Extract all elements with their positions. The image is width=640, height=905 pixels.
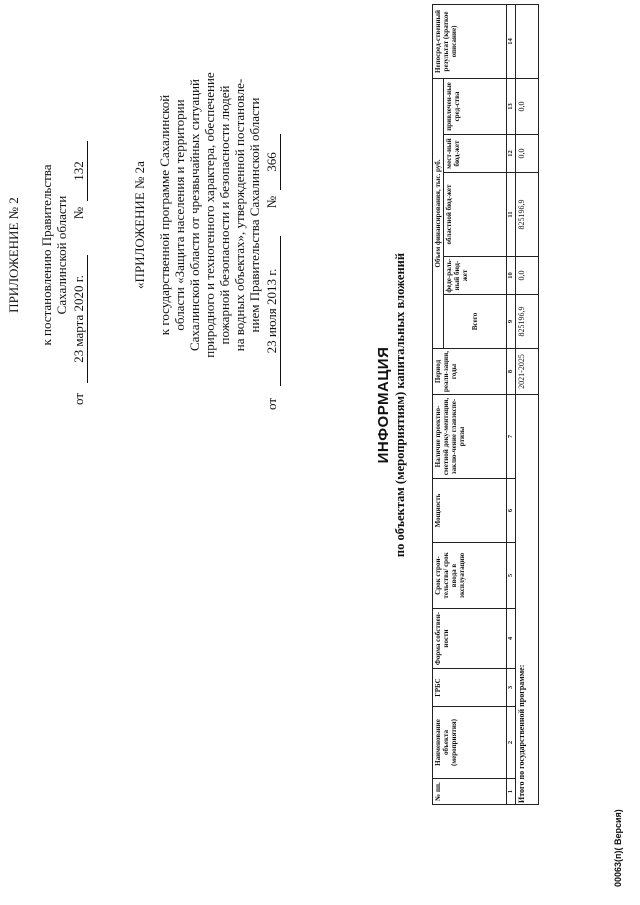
appendix-1-number: 132 (71, 141, 88, 201)
header-regional: областной бюд-жет (444, 173, 507, 257)
appendix-1-date: 23 марта 2020 г. (71, 255, 88, 383)
number-label: № (264, 195, 279, 209)
document-footer-code: 00063(п)( Версия) (613, 809, 623, 887)
appendix-1-line: к постановлению Правительства (39, 164, 54, 346)
appendix-2-number: 366 (264, 134, 281, 190)
appendix-1-block (6, 105, 87, 405)
column-number: 2 (507, 707, 516, 779)
appendix-2-block (132, 20, 280, 410)
appendix-2-line: нием Правительства Сахалинской области (247, 97, 262, 333)
total-row-local: 0,0 (516, 135, 539, 173)
total-row-extra: 0,0 (516, 78, 539, 134)
column-number: 7 (507, 395, 516, 479)
column-number: 1 (507, 779, 516, 805)
column-number: 12 (507, 135, 516, 173)
header-extra: привлечен-ные сред-ства (444, 78, 507, 134)
header-ownership: Форма собствен-ности (433, 609, 507, 669)
total-row-total: 825196,9 (516, 295, 539, 349)
column-number: 9 (507, 295, 516, 349)
header-federal: феде-раль-ный бюд-жет (444, 257, 507, 295)
table-header-row (433, 4, 444, 804)
capital-investment-table (432, 4, 539, 805)
total-row-result (516, 4, 539, 78)
column-number: 5 (507, 543, 516, 609)
number-label: № (71, 206, 86, 220)
column-number: 11 (507, 173, 516, 257)
document-title: ИНФОРМАЦИЯ (375, 346, 392, 464)
header-funding: Объем финансирования, тыс. руб. (433, 78, 444, 348)
appendix-2-date: 23 июля 2013 г. (264, 236, 281, 386)
table-row (516, 4, 539, 804)
appendix-2-line: к государственной программе Сахалинской (157, 94, 172, 336)
total-row-label: Итого по государственной программе: (516, 395, 539, 805)
column-number: 4 (507, 609, 516, 669)
header-docs: Наличие проектно-сметной доку-ментации, заклю-чение главэкспе-ртизы (433, 395, 507, 479)
header-grbs: ГРБС (433, 669, 507, 707)
appendix-2-line: области «Защита населения и территории (172, 99, 187, 331)
header-period: Период реали-зации, годы (433, 349, 507, 395)
appendix-1-date-row (71, 105, 87, 405)
appendix-2-title: «ПРИЛОЖЕНИЕ № 2а (132, 161, 147, 289)
header-total: Всего (444, 295, 507, 349)
appendix-2-line: природного и техногенного характера, обеспечение (202, 72, 217, 358)
from-label: от (264, 397, 279, 410)
header-term: Срок строи-тельства/ срок ввода в эксплуатацию (433, 543, 507, 609)
appendix-1-line: Сахалинской области (54, 195, 69, 315)
appendix-2-line: Сахалинской области от чрезвычайных ситуаций (187, 78, 202, 352)
column-number: 10 (507, 257, 516, 295)
header-capacity: Мощность (433, 479, 507, 543)
appendix-1-title: ПРИЛОЖЕНИЕ № 2 (6, 197, 21, 313)
column-number: 3 (507, 669, 516, 707)
header-no: № пп. (433, 779, 507, 805)
column-number: 6 (507, 479, 516, 543)
header-result: Непосред-ственный результат (краткое описание) (433, 4, 507, 78)
header-local: мест-ный бюд-жет (444, 135, 507, 173)
total-row-federal: 0,0 (516, 257, 539, 295)
header-name: Наименование объекта (мероприятия) (433, 707, 507, 779)
appendix-2-date-row (264, 20, 280, 410)
appendix-2-line: пожарной безопасности и безопасности людей (217, 85, 232, 345)
appendix-2-line: на водных объектах», утвержденной постановле- (232, 78, 247, 352)
column-number: 8 (507, 349, 516, 395)
from-label: от (71, 392, 86, 405)
total-row-regional: 825196,9 (516, 173, 539, 257)
column-number: 13 (507, 78, 516, 134)
total-row-period: 2021-2025 (516, 349, 539, 395)
document-subtitle: по объектам (мероприятиям) капитальных вложений (393, 252, 407, 558)
document-heading (375, 25, 408, 785)
column-number-row (507, 4, 516, 804)
column-number: 14 (507, 4, 516, 78)
